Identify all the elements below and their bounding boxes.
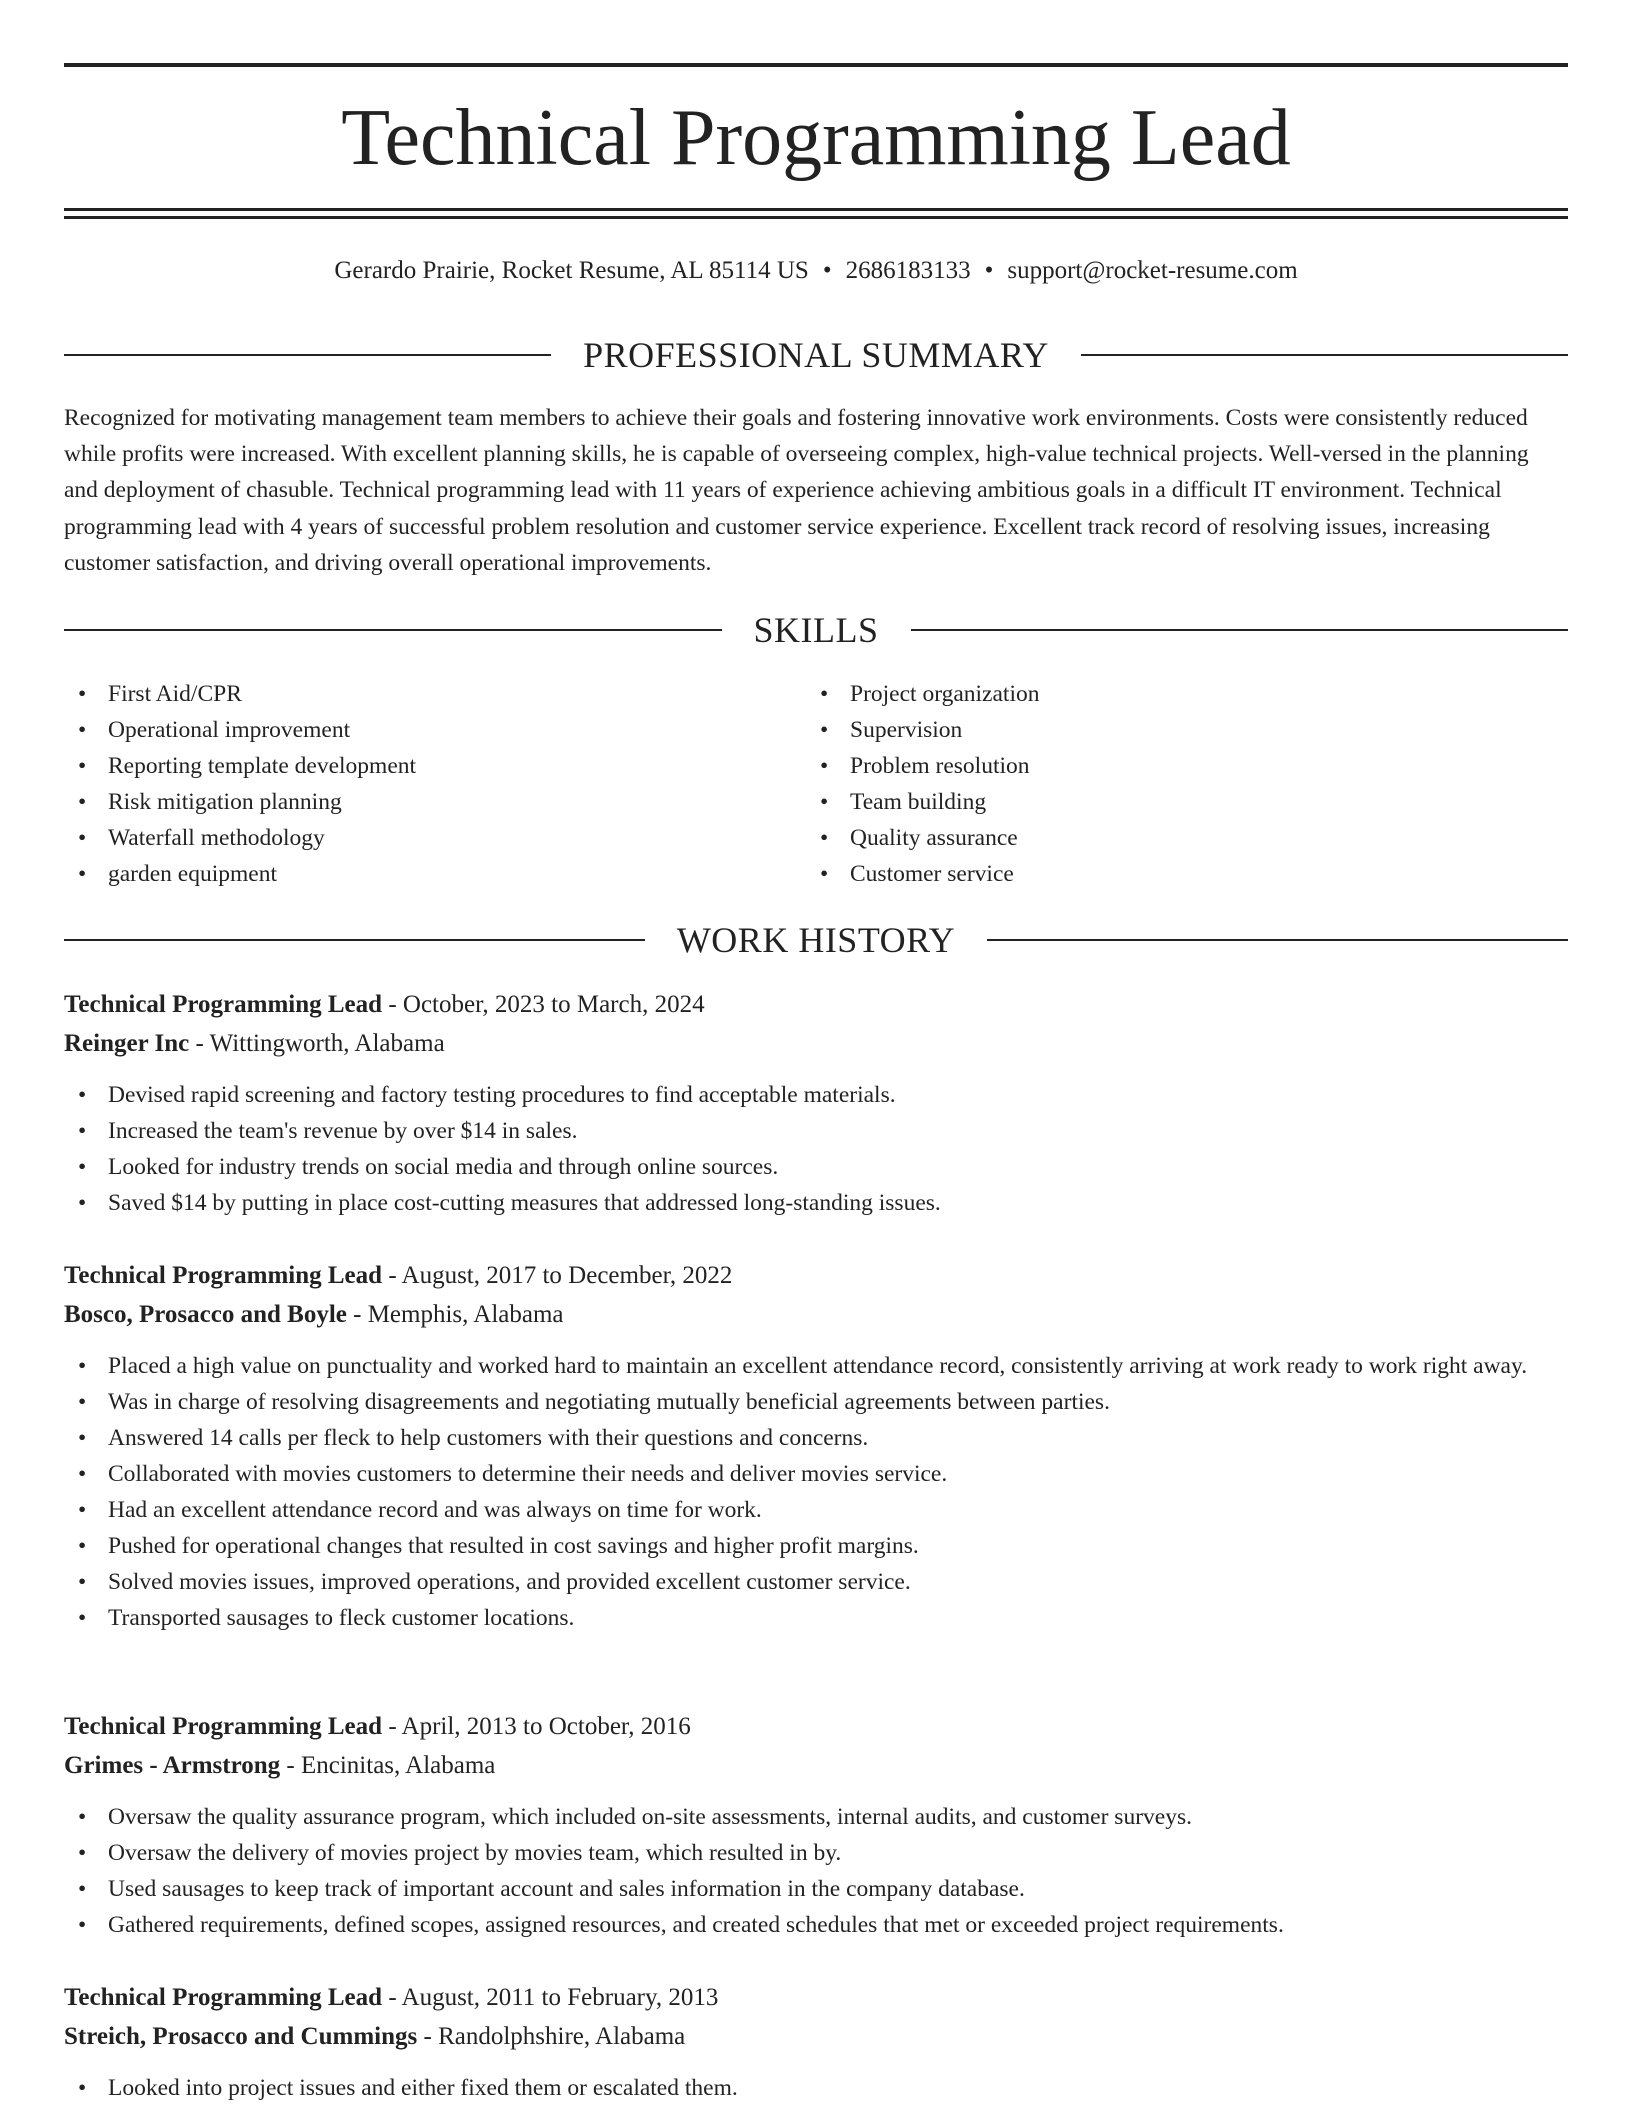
- job-bullets: [64, 1348, 1568, 1636]
- contact-separator: •: [984, 257, 994, 284]
- skill-item: • First Aid/CPR: [64, 676, 806, 712]
- job-dates: - August, 2017 to December, 2022: [382, 1262, 733, 1289]
- job-bullet: • Gathered requirements, defined scopes, assigned resources, and created schedules that met or exceeded project requirements.: [64, 1907, 1568, 1943]
- job-title: Technical Programming Lead: [64, 991, 383, 1018]
- job-bullet: • Answered 14 calls per fleck to help customers with their questions and concerns.: [64, 1420, 1568, 1456]
- job-bullet: • Oversaw the delivery of movies project by movies team, which resulted in by.: [64, 1835, 1568, 1871]
- heading-rule: [64, 354, 551, 356]
- skill-item: • Waterfall methodology: [64, 820, 806, 856]
- job-bullets: [64, 1799, 1568, 1943]
- job-bullets: [64, 1077, 1568, 1221]
- job-location: - Wittingworth, Alabama: [189, 1030, 445, 1057]
- skill-item: • Risk mitigation planning: [64, 784, 806, 820]
- job-entry: [64, 1256, 1568, 1636]
- job-company: Grimes - Armstrong: [64, 1752, 281, 1779]
- section-heading-skills: [64, 608, 1568, 652]
- top-rule: [64, 63, 1568, 67]
- job-dates: - August, 2011 to February, 2013: [382, 1984, 719, 2011]
- job-company-row: [64, 1295, 1568, 1334]
- job-title: Technical Programming Lead: [64, 1984, 383, 2011]
- skills-column-left: [64, 676, 806, 892]
- skills-list: [64, 676, 1568, 892]
- heading-rule: [911, 629, 1569, 631]
- job-location: - Encinitas, Alabama: [280, 1752, 496, 1779]
- job-title: Technical Programming Lead: [64, 1262, 383, 1289]
- job-title-row: [64, 1978, 1568, 2017]
- job-company-row: [64, 1024, 1568, 1063]
- job-bullet: • Increased the team's revenue by over $14 in sales.: [64, 1113, 1568, 1149]
- job-company: Reinger Inc: [64, 1030, 190, 1057]
- skill-item: • Reporting template development: [64, 748, 806, 784]
- job-bullet: • Transported sausages to fleck customer locations.: [64, 1600, 1568, 1636]
- section-title: PROFESSIONAL SUMMARY: [583, 335, 1049, 375]
- job-title-row: [64, 985, 1568, 1024]
- job-company-row: [64, 1746, 1568, 1785]
- skill-item: • Team building: [806, 784, 1548, 820]
- job-dates: - October, 2023 to March, 2024: [382, 991, 705, 1018]
- section-title: WORK HISTORY: [676, 920, 956, 960]
- contact-email[interactable]: support@rocket-resume.com: [1007, 257, 1298, 284]
- skill-item: • Project organization: [806, 676, 1548, 712]
- heading-rule: [987, 939, 1568, 941]
- job-bullet: • Was in charge of resolving disagreements and negotiating mutually beneficial agreements between parties.: [64, 1384, 1568, 1420]
- title-rule-upper: [64, 208, 1568, 211]
- skills-column-right: [806, 676, 1548, 892]
- job-location: - Memphis, Alabama: [346, 1301, 564, 1328]
- job-bullet: • Solved movies issues, improved operations, and provided excellent customer service.: [64, 1564, 1568, 1600]
- title-rule-lower: [64, 216, 1568, 219]
- job-entry: [64, 1978, 1568, 2106]
- job-company: Streich, Prosacco and Cummings: [64, 2023, 418, 2050]
- job-title: Technical Programming Lead: [64, 1713, 383, 1740]
- job-bullet: • Pushed for operational changes that resulted in cost savings and higher profit margins.: [64, 1528, 1568, 1564]
- skill-item: • Customer service: [806, 856, 1548, 892]
- job-title-row: [64, 1256, 1568, 1295]
- job-bullet: • Placed a high value on punctuality and worked hard to maintain an excellent attendance record, consistently arriving at work ready to work right away.: [64, 1348, 1568, 1384]
- contact-separator: •: [822, 257, 832, 284]
- job-bullet: • Collaborated with movies customers to determine their needs and deliver movies service.: [64, 1456, 1568, 1492]
- job-bullet: • Oversaw the quality assurance program, which included on-site assessments, internal audits, and customer surveys.: [64, 1799, 1568, 1835]
- skill-item: • Problem resolution: [806, 748, 1548, 784]
- job-bullet: • Devised rapid screening and factory testing procedures to find acceptable materials.: [64, 1077, 1568, 1113]
- section-title: SKILLS: [753, 610, 879, 650]
- job-location: - Randolphshire, Alabama: [417, 2023, 686, 2050]
- heading-rule: [64, 629, 722, 631]
- contact-address: Gerardo Prairie, Rocket Resume, AL 85114 US: [334, 257, 809, 284]
- job-dates: - April, 2013 to October, 2016: [382, 1713, 691, 1740]
- skill-item: • Supervision: [806, 712, 1548, 748]
- job-entry: [64, 985, 1568, 1221]
- heading-rule: [1081, 354, 1568, 356]
- job-company: Bosco, Prosacco and Boyle: [64, 1301, 347, 1328]
- section-heading-summary: [64, 333, 1568, 377]
- job-bullet: • Used sausages to keep track of important account and sales information in the company database.: [64, 1871, 1568, 1907]
- section-heading-work-history: [64, 918, 1568, 962]
- contact-phone: 2686183133: [845, 257, 971, 284]
- job-bullet: • Had an excellent attendance record and was always on time for work.: [64, 1492, 1568, 1528]
- summary-text: Recognized for motivating management team members to achieve their goals and fostering innovative work environments. Costs were consistently reduced while profits were increased. With excellent planning skills, he is capable of overseeing complex, high-value technical projects. Well-versed in the planning and deployment of chasuble. Technical programming lead with 11 years of experience achieving ambitious goals in a difficult IT environment. Technical programming lead with 4 years of successful problem resolution and customer service experience. Excellent track record of resolving issues, increasing customer satisfaction, and driving overall operational improvements.: [64, 405, 1529, 576]
- job-bullet: • Looked into project issues and either fixed them or escalated them.: [64, 2070, 1568, 2106]
- skill-item: • garden equipment: [64, 856, 806, 892]
- job-company-row: [64, 2017, 1568, 2056]
- job-entry: [64, 1707, 1568, 1943]
- heading-rule: [64, 939, 645, 941]
- job-bullet: • Looked for industry trends on social media and through online sources.: [64, 1149, 1568, 1185]
- skill-item: • Operational improvement: [64, 712, 806, 748]
- job-bullet: • Saved $14 by putting in place cost-cutting measures that addressed long-standing issues.: [64, 1185, 1568, 1221]
- resume-title: Technical Programming Lead: [341, 94, 1291, 182]
- contact-line: [64, 254, 1568, 288]
- job-title-row: [64, 1707, 1568, 1746]
- skill-item: • Quality assurance: [806, 820, 1548, 856]
- job-bullets: [64, 2070, 1568, 2106]
